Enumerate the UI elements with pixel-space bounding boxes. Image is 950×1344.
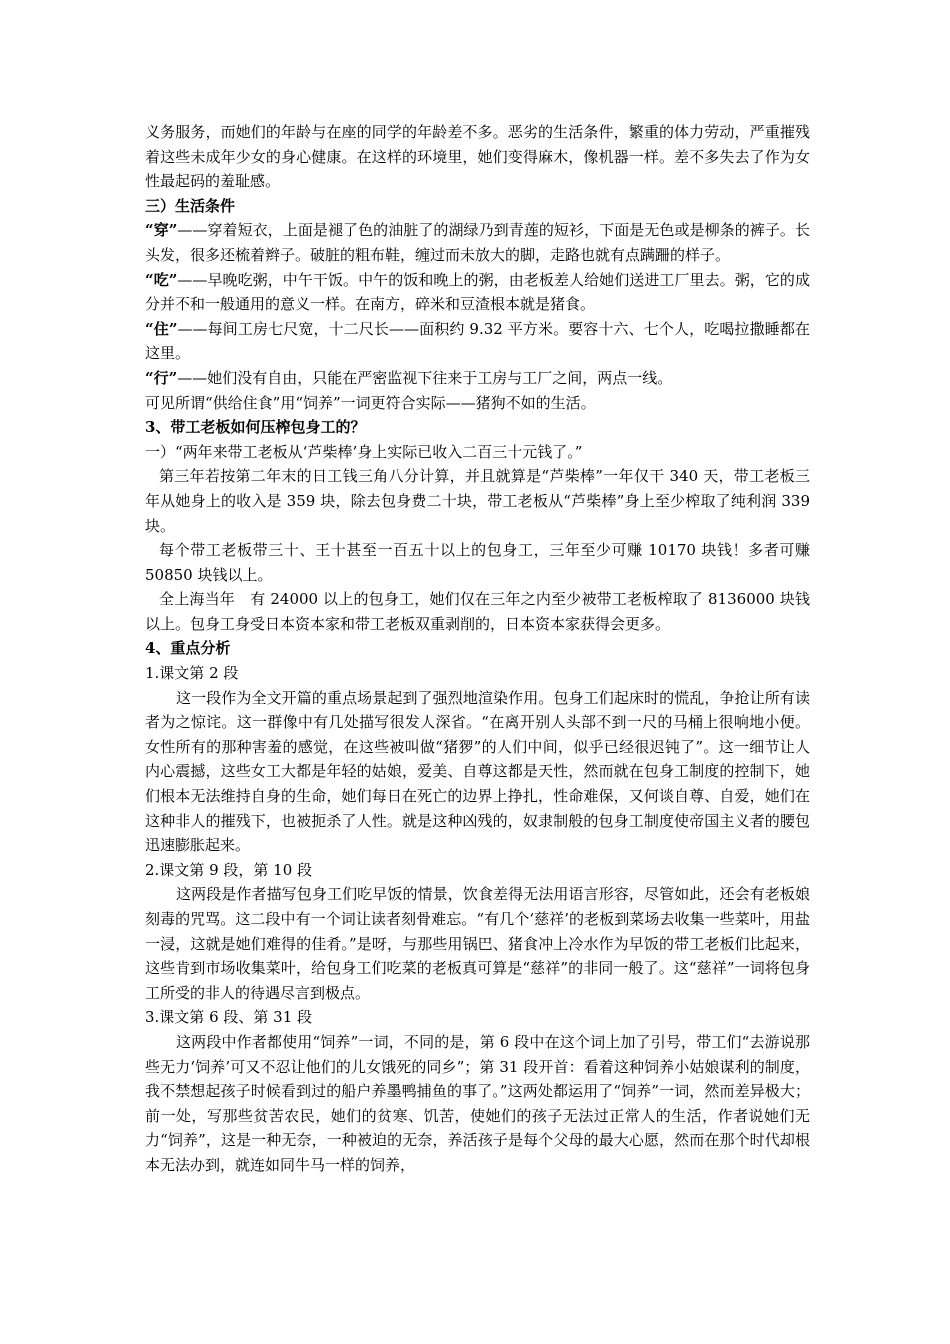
calculation-paragraph-2: 每个带工老板带三十、王十甚至一百五十以上的包身工，三年至少可赚 10170 块钱！多者可赚 50850 块钱以上。: [145, 541, 810, 584]
analysis-3-title: 3.课文第 6 段、第 31 段: [145, 1008, 313, 1027]
intro-paragraph: 义务服务，而她们的年龄与在座的同学的年龄差不多。恶劣的生活条件，繁重的体力劳动，严重摧残着这些未成年少女的身心健康。在这样的环境里，她们变得麻木，像机器一样。差不多失去了作为女性最起码的羞耻感。: [145, 123, 810, 191]
analysis-1-body: 这一段作为全文开篇的重点场景起到了强烈地渲染作用。包身工们起床时的慌乱，争抢让所有读者为之惊诧。这一群像中有几处描写很发人深省。“在离开别人头部不到一尺的马桶上很响地小便。女性所有的那种害羞的感觉，在这些被叫做“猪猡”的人们中间，似乎已经很迟钝了”。这一细节让人内心震撼，这些女工大都是年轻的姑娘，爱美、自尊这都是天性，然而就在包身工制度的控制下，她们根本无法维持自身的生命，她们每日在死亡的边界上挣扎，性命难保，又何谈自尊、自爱，她们在这种非人的摧残下，也被扼杀了人性。就是这种凶残的，奴隶制般的包身工制度使帝国主义者的腰包迅速膨胀起来。: [145, 688, 810, 855]
move-paragraph: [145, 366, 810, 391]
analysis-2-body: 这两段是作者描写包身工们吃早饭的情景，饮食差得无法用语言形容，尽管如此，还会有老板娘刻毒的咒骂。这二段中有一个词让读者刻骨难忘。“有几个‘慈祥’的老板到菜场去收集一些菜叶，用盐一浸，这就是她们难得的佳肴。”是呀，与那些用锅巴、猪食冲上冷水作为早饭的带工老板们比起来，这些肯到市场收集菜叶，给包身工们吃菜的老板真可算是“慈祥”的非同一般了。这“慈祥”一词将包身工所受的非人的待遇尽言到极点。: [145, 885, 810, 1002]
eat-text: ——早晚吃粥，中午干饭。中午的饭和晚上的粥，由老板差人给她们送进工厂里去。粥，它的成分并不和一般通用的意义一样。在南方，碎米和豆渣根本就是猪食。: [145, 270, 810, 314]
analysis-2-title: 2.课文第 9 段，第 10 段: [145, 860, 313, 879]
quote-paragraph: 一）“两年来带工老板从‘芦柴棒’身上实际已收入二百三十元钱了。”: [145, 442, 583, 461]
calculation-paragraph-1: 第三年若按第二年末的日工钱三角八分计算，并且就算是“芦柴棒”一年仅干 340 天，带工老板三年从她身上的收入是 359 块，除去包身费二十块，带工老板从“芦柴棒”身上至少榨取了纯利润 339 块。: [145, 467, 810, 535]
move-term: “行”: [145, 368, 178, 387]
eat-term: “吃”: [145, 270, 178, 289]
document-page: [145, 120, 810, 1178]
section-heading-analysis: 4、重点分析: [145, 639, 231, 658]
wear-paragraph: [145, 218, 810, 267]
wear-term: “穿”: [145, 221, 178, 240]
wear-text: ——穿着短衣，上面是褪了色的油脏了的湖绿乃到青莲的短衫，下面是无色或是柳条的裤子。长头发，很多还梳着辫子。破脏的粗布鞋，缠过而未放大的脚，走路也就有点蹒跚的样子。: [145, 221, 810, 264]
section-heading-living-conditions: 三）生活条件: [145, 196, 236, 215]
move-text: ——她们没有自由，只能在严密监视下往来于工房与工厂之间，两点一线。: [177, 368, 673, 387]
live-text: ——每间工房七尺宽，十二尺长——面积约 9.32 平方米。要容十六、七个人，吃喝拉撒睡都在这里。: [145, 319, 810, 363]
analysis-1-title: 1.课文第 2 段: [145, 664, 239, 683]
calculation-paragraph-3: 全上海当年 有 24000 以上的包身工，她们仅在三年之内至少被带工老板榨取了 8136000 块钱以上。包身工身受日本资本家和带工老板双重剥削的，日本资本家获得会更多。: [145, 590, 810, 633]
live-paragraph: [145, 317, 810, 366]
analysis-3-body: 这两段中作者都使用“饲养”一词，不同的是，第 6 段中在这个词上加了引号，带工们“去游说那些无力‘饲养’可又不忍让他们的儿女饿死的同乡”；第 31 段开首：看着这种饲养小姑娘谋利的制度，我不禁想起孩子时候看到过的船户养墨鸭捕鱼的事了。”这两处都运用了“饲养”一词，然而差异极大；前一处，写那些贫苦农民，她们的贫寒、饥苦，使她们的孩子无法过正常人的生活，作者说她们无力“饲养”，这是一种无奈，一种被迫的无奈，养活孩子是每个父母的最大心愿，然而在那个时代却根本无法办到，就连如同牛马一样的饲养，: [145, 1032, 810, 1174]
summary-paragraph: 可见所谓“供给住食”用“饲养”一词更符合实际——猪狗不如的生活。: [145, 393, 596, 412]
live-term: “住”: [145, 319, 178, 338]
eat-paragraph: [145, 268, 810, 317]
section-heading-exploitation: 3、带工老板如何压榨包身工的？: [145, 418, 366, 437]
